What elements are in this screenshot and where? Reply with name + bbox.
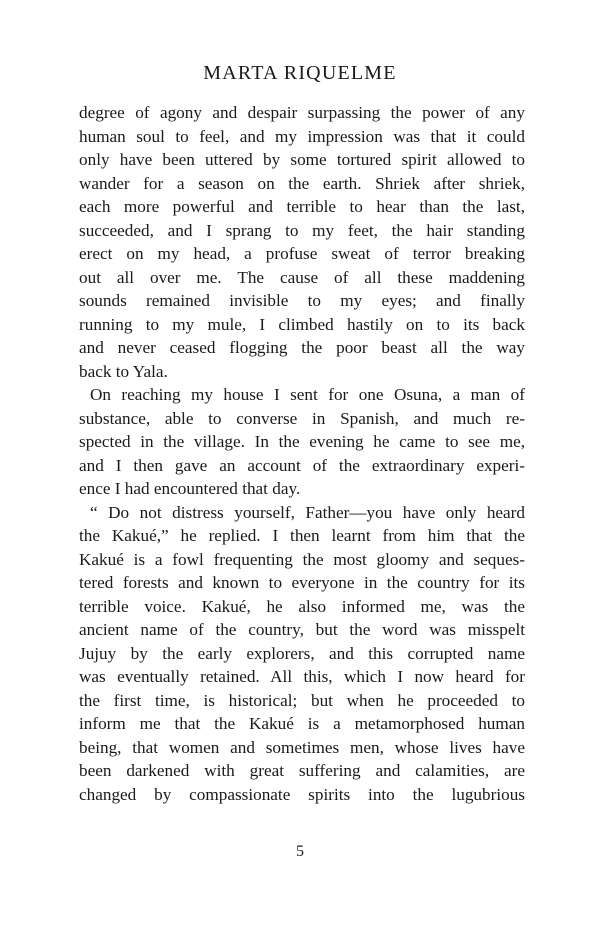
text-line: being, that women and sometimes men, whose lives have <box>79 737 525 757</box>
body-text <box>79 101 525 806</box>
text-line: and never ceased flogging the poor beast all the way <box>79 338 525 357</box>
text-line: terrible voice. Kakué, he also informed me, was the <box>79 596 525 616</box>
text-line: substance, able to converse in Spanish, and much re- <box>79 408 525 428</box>
text-line: the Kakué,” he replied. I then learnt from him that the <box>79 526 525 545</box>
text-line: only have been uttered by some tortured spirit allowed to <box>79 150 525 169</box>
text-line: succeeded, and I sprang to my feet, the hair standing <box>79 220 525 240</box>
text-line: inform me that the Kakué is a metamorphosed human <box>79 714 525 733</box>
text-line: sounds remained invisible to my eyes; and finally <box>79 291 525 310</box>
text-line: been darkened with great suffering and calamities, are <box>79 761 525 780</box>
text-line: changed by compassionate spirits into the lugubrious <box>79 784 525 804</box>
text-line: Jujuy by the early explorers, and this corrupted name <box>79 643 525 663</box>
text-line: out all over me. The cause of all these maddening <box>79 267 525 287</box>
text-line: tered forests and known to everyone in the country for its <box>79 573 525 592</box>
text-line: degree of agony and despair surpassing the power of any <box>79 103 525 122</box>
text-line: wander for a season on the earth. Shriek after shriek, <box>79 173 525 193</box>
text-line: ancient name of the country, but the word was misspelt <box>79 620 525 639</box>
text-line: human soul to feel, and my impression was that it could <box>79 126 525 146</box>
text-line: back to Yala. <box>79 361 168 381</box>
text-line: running to my mule, I climbed hastily on to its back <box>79 314 525 334</box>
running-head: MARTA RIQUELME <box>203 62 397 84</box>
text-line: the first time, is historical; but when he proceeded to <box>79 690 525 710</box>
page-number: 5 <box>296 843 304 860</box>
text-line: “ Do not distress yourself, Father—you have only heard <box>90 502 525 522</box>
text-line: and I then gave an account of the extraordinary experi- <box>79 455 525 475</box>
text-line: was eventually retained. All this, which I now heard for <box>79 667 525 686</box>
text-line: ence I had encountered that day. <box>79 479 301 498</box>
text-line: On reaching my house I sent for one Osuna, a man of <box>90 385 525 404</box>
text-line: Kakué is a fowl frequenting the most gloomy and seques- <box>79 549 525 569</box>
text-line: each more powerful and terrible to hear than the last, <box>79 197 525 216</box>
text-line: erect on my head, a profuse sweat of terror breaking <box>79 244 525 263</box>
text-line: spected in the village. In the evening he came to see me, <box>79 432 525 451</box>
